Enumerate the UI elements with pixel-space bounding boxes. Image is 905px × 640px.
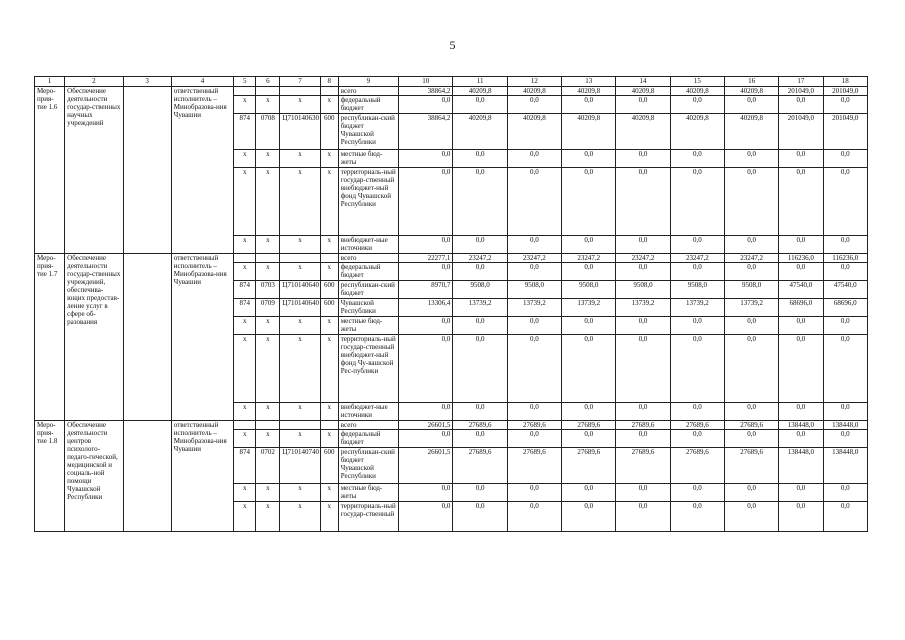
value-cell: 13306,4 — [399, 299, 453, 317]
value-cell: 0,0 — [724, 263, 778, 281]
value-cell: 138448,0 — [779, 421, 823, 430]
value-cell: 0,0 — [779, 150, 823, 168]
value-cell: 0,0 — [670, 317, 724, 335]
co-executor-cell — [123, 87, 171, 254]
value-cell: 0,0 — [724, 150, 778, 168]
code-cell — [234, 421, 256, 430]
value-cell: 0,0 — [562, 335, 616, 403]
value-cell: 38864,2 — [399, 87, 453, 96]
value-cell: 9508,0 — [453, 281, 507, 299]
table-row — [35, 421, 868, 430]
value-cell: 0,0 — [562, 430, 616, 448]
value-cell: 0,0 — [399, 502, 453, 532]
code-cell — [320, 87, 338, 96]
value-cell: 40209,8 — [616, 114, 670, 150]
value-cell: 40209,8 — [453, 87, 507, 96]
value-cell: 0,0 — [670, 96, 724, 114]
value-cell: 27689,6 — [562, 448, 616, 484]
value-cell: 0,0 — [724, 236, 778, 254]
value-cell: 0,0 — [670, 263, 724, 281]
value-cell: 0,0 — [453, 263, 507, 281]
value-cell: 40209,8 — [670, 114, 724, 150]
code-cell: x — [280, 150, 320, 168]
value-cell: 0,0 — [823, 484, 867, 502]
value-cell: 0,0 — [670, 403, 724, 421]
code-cell: 874 — [234, 299, 256, 317]
value-cell: 0,0 — [507, 96, 561, 114]
value-cell: 138448,0 — [823, 421, 867, 430]
value-cell: 0,0 — [779, 403, 823, 421]
value-cell: 0,0 — [823, 150, 867, 168]
code-cell — [280, 421, 320, 430]
code-cell: x — [234, 168, 256, 236]
value-cell: 0,0 — [823, 263, 867, 281]
code-cell: x — [320, 335, 338, 403]
value-cell: 0,0 — [670, 150, 724, 168]
value-cell: 0,0 — [507, 263, 561, 281]
value-cell: 0,0 — [453, 502, 507, 532]
value-cell: 23247,2 — [616, 254, 670, 263]
code-cell: x — [256, 430, 280, 448]
code-cell: x — [280, 96, 320, 114]
code-cell: x — [234, 430, 256, 448]
value-cell: 23247,2 — [670, 254, 724, 263]
value-cell: 0,0 — [823, 335, 867, 403]
value-cell: 27689,6 — [670, 448, 724, 484]
code-cell: x — [280, 263, 320, 281]
value-cell: 47540,0 — [779, 281, 823, 299]
value-cell: 0,0 — [453, 430, 507, 448]
value-cell: 201049,0 — [779, 87, 823, 96]
value-cell: 0,0 — [670, 335, 724, 403]
value-cell: 9508,0 — [724, 281, 778, 299]
funding-source: внебюджет-ные источники — [338, 403, 398, 421]
header-cell: 17 — [779, 77, 823, 87]
value-cell: 0,0 — [453, 150, 507, 168]
value-cell: 0,0 — [562, 236, 616, 254]
value-cell: 0,0 — [562, 403, 616, 421]
code-cell: x — [234, 335, 256, 403]
value-cell: 0,0 — [823, 96, 867, 114]
value-cell: 0,0 — [823, 168, 867, 236]
value-cell: 13739,2 — [562, 299, 616, 317]
code-cell — [280, 254, 320, 263]
header-cell: 7 — [280, 77, 320, 87]
value-cell: 0,0 — [399, 168, 453, 236]
value-cell: 27689,6 — [616, 421, 670, 430]
code-cell: 874 — [234, 448, 256, 484]
header-cell: 6 — [256, 77, 280, 87]
value-cell: 0,0 — [823, 317, 867, 335]
value-cell: 22277,1 — [399, 254, 453, 263]
header-cell: 9 — [338, 77, 398, 87]
code-cell: 874 — [234, 281, 256, 299]
measure-label: Меро-прия-тие 1.6 — [35, 87, 65, 254]
value-cell: 40209,8 — [507, 114, 561, 150]
value-cell: 9508,0 — [507, 281, 561, 299]
value-cell: 0,0 — [616, 317, 670, 335]
funding-source: республикан-ский бюджет Чувашской Республики — [338, 448, 398, 484]
value-cell: 9508,0 — [562, 281, 616, 299]
code-cell — [234, 87, 256, 96]
code-cell: x — [280, 335, 320, 403]
value-cell: 201049,0 — [823, 87, 867, 96]
value-cell: 0,0 — [616, 403, 670, 421]
code-cell — [256, 254, 280, 263]
value-cell: 0,0 — [823, 236, 867, 254]
code-cell: x — [280, 236, 320, 254]
value-cell: 0,0 — [616, 168, 670, 236]
value-cell: 9508,0 — [670, 281, 724, 299]
code-cell: x — [320, 317, 338, 335]
table-row — [35, 254, 868, 263]
measure-title: Обеспечение деятельности центров психолого-педаго-гической, медицинской и социаль-ной помощи Чувашской Республики — [65, 421, 123, 532]
value-cell: 0,0 — [724, 335, 778, 403]
code-cell — [256, 421, 280, 430]
value-cell: 0,0 — [823, 502, 867, 532]
value-cell: 47540,0 — [823, 281, 867, 299]
value-cell: 40209,8 — [616, 87, 670, 96]
code-cell: x — [320, 502, 338, 532]
value-cell: 0,0 — [507, 403, 561, 421]
value-cell: 0,0 — [616, 96, 670, 114]
funding-source: республикан-ский бюджет Чувашской Республики — [338, 114, 398, 150]
value-cell: 0,0 — [562, 96, 616, 114]
value-cell: 68696,0 — [779, 299, 823, 317]
value-cell: 13739,2 — [616, 299, 670, 317]
value-cell: 27689,6 — [724, 421, 778, 430]
code-cell: x — [256, 502, 280, 532]
value-cell: 0,0 — [399, 335, 453, 403]
code-cell: Ц710140640 — [280, 299, 320, 317]
value-cell: 0,0 — [453, 317, 507, 335]
value-cell: 0,0 — [779, 168, 823, 236]
funding-source: местные бюд-жеты — [338, 317, 398, 335]
value-cell: 23247,2 — [724, 254, 778, 263]
funding-source: территориаль-ный государ-ственный внебюджет-ный фонд Чувашской Республики — [338, 168, 398, 236]
value-cell: 0,0 — [507, 317, 561, 335]
code-cell: x — [256, 335, 280, 403]
value-cell: 27689,6 — [724, 448, 778, 484]
value-cell: 0,0 — [453, 236, 507, 254]
value-cell: 13739,2 — [507, 299, 561, 317]
value-cell: 0,0 — [562, 263, 616, 281]
value-cell: 0,0 — [399, 430, 453, 448]
value-cell: 0,0 — [507, 484, 561, 502]
value-cell: 0,0 — [670, 484, 724, 502]
value-cell: 27689,6 — [453, 448, 507, 484]
header-cell: 11 — [453, 77, 507, 87]
value-cell: 27689,6 — [453, 421, 507, 430]
value-cell: 23247,2 — [453, 254, 507, 263]
header-cell: 3 — [123, 77, 171, 87]
value-cell: 8970,7 — [399, 281, 453, 299]
value-cell: 0,0 — [823, 403, 867, 421]
funding-source: местные бюд-жеты — [338, 484, 398, 502]
value-cell: 0,0 — [779, 317, 823, 335]
code-cell: 0703 — [256, 281, 280, 299]
value-cell: 0,0 — [724, 484, 778, 502]
header-row — [35, 77, 868, 87]
value-cell: 38864,2 — [399, 114, 453, 150]
code-cell — [234, 254, 256, 263]
value-cell: 13739,2 — [724, 299, 778, 317]
value-cell: 0,0 — [670, 502, 724, 532]
value-cell: 0,0 — [724, 96, 778, 114]
value-cell: 0,0 — [453, 96, 507, 114]
value-cell: 0,0 — [779, 96, 823, 114]
value-cell: 0,0 — [670, 168, 724, 236]
header-cell: 12 — [507, 77, 561, 87]
value-cell: 26601,5 — [399, 448, 453, 484]
header-cell: 8 — [320, 77, 338, 87]
code-cell: Ц710140640 — [280, 281, 320, 299]
value-cell: 0,0 — [453, 168, 507, 236]
value-cell: 0,0 — [724, 430, 778, 448]
value-cell: 201049,0 — [779, 114, 823, 150]
code-cell: x — [280, 403, 320, 421]
header-cell: 4 — [171, 77, 233, 87]
code-cell: x — [320, 236, 338, 254]
value-cell: 0,0 — [670, 430, 724, 448]
value-cell: 0,0 — [507, 502, 561, 532]
code-cell: x — [234, 502, 256, 532]
code-cell: x — [256, 168, 280, 236]
value-cell: 68696,0 — [823, 299, 867, 317]
value-cell: 0,0 — [724, 317, 778, 335]
code-cell: x — [280, 430, 320, 448]
value-cell: 40209,8 — [670, 87, 724, 96]
header-cell: 10 — [399, 77, 453, 87]
value-cell: 0,0 — [616, 502, 670, 532]
code-cell: 600 — [320, 299, 338, 317]
code-cell: x — [256, 484, 280, 502]
value-cell: 0,0 — [507, 335, 561, 403]
funding-source: федеральный бюджет — [338, 263, 398, 281]
table-row — [35, 87, 868, 96]
value-cell: 27689,6 — [507, 448, 561, 484]
value-cell: 0,0 — [779, 263, 823, 281]
value-cell: 0,0 — [507, 430, 561, 448]
value-cell: 0,0 — [616, 430, 670, 448]
value-cell: 201049,0 — [823, 114, 867, 150]
value-cell: 0,0 — [399, 96, 453, 114]
code-cell: x — [320, 96, 338, 114]
value-cell: 0,0 — [399, 150, 453, 168]
value-cell: 40209,8 — [562, 87, 616, 96]
code-cell: x — [234, 403, 256, 421]
value-cell: 0,0 — [562, 484, 616, 502]
value-cell: 0,0 — [616, 484, 670, 502]
code-cell: 0708 — [256, 114, 280, 150]
value-cell: 0,0 — [399, 263, 453, 281]
value-cell: 0,0 — [453, 484, 507, 502]
header-cell: 2 — [65, 77, 123, 87]
value-cell: 138448,0 — [779, 448, 823, 484]
value-cell: 116236,0 — [779, 254, 823, 263]
value-cell: 0,0 — [399, 403, 453, 421]
executor-cell: ответственный исполнитель – Минобразова-ния Чувашии — [171, 421, 233, 532]
code-cell: x — [320, 263, 338, 281]
funding-source: федеральный бюджет — [338, 430, 398, 448]
value-cell: 40209,8 — [507, 87, 561, 96]
value-cell: 40209,8 — [453, 114, 507, 150]
code-cell: x — [256, 263, 280, 281]
code-cell: x — [320, 168, 338, 236]
value-cell: 0,0 — [670, 236, 724, 254]
value-cell: 0,0 — [507, 236, 561, 254]
value-cell: 138448,0 — [823, 448, 867, 484]
header-cell: 18 — [823, 77, 867, 87]
value-cell: 9508,0 — [616, 281, 670, 299]
code-cell — [256, 87, 280, 96]
code-cell: 600 — [320, 114, 338, 150]
value-cell: 27689,6 — [562, 421, 616, 430]
value-cell: 23247,2 — [562, 254, 616, 263]
value-cell: 0,0 — [779, 484, 823, 502]
code-cell: x — [280, 484, 320, 502]
code-cell: x — [320, 150, 338, 168]
code-cell: x — [256, 236, 280, 254]
value-cell: 0,0 — [562, 150, 616, 168]
value-cell: 27689,6 — [670, 421, 724, 430]
funding-source: местные бюд-жеты — [338, 150, 398, 168]
value-cell: 0,0 — [562, 168, 616, 236]
code-cell: x — [234, 96, 256, 114]
budget-table — [34, 76, 868, 532]
value-cell: 0,0 — [616, 236, 670, 254]
code-cell: 874 — [234, 114, 256, 150]
code-cell: x — [256, 150, 280, 168]
value-cell: 13739,2 — [453, 299, 507, 317]
value-cell: 26601,5 — [399, 421, 453, 430]
code-cell: x — [280, 502, 320, 532]
value-cell: 0,0 — [724, 502, 778, 532]
code-cell: x — [234, 317, 256, 335]
co-executor-cell — [123, 421, 171, 532]
funding-source: республикан-ский бюджет — [338, 281, 398, 299]
measure-title: Обеспечение деятельности государ-ственных учреждений, обеспечива-ющих предостав-ление услуг в сфере об-разования — [65, 254, 123, 421]
funding-source: всего — [338, 421, 398, 430]
code-cell: x — [280, 168, 320, 236]
header-cell: 5 — [234, 77, 256, 87]
value-cell: 40209,8 — [724, 87, 778, 96]
funding-source: федеральный бюджет — [338, 96, 398, 114]
code-cell: x — [234, 236, 256, 254]
funding-source: всего — [338, 254, 398, 263]
funding-source: Чувашской Республики — [338, 299, 398, 317]
value-cell: 0,0 — [453, 335, 507, 403]
value-cell: 0,0 — [399, 484, 453, 502]
code-cell: 600 — [320, 281, 338, 299]
code-cell: x — [234, 150, 256, 168]
funding-source: территориаль-ный государ-ственный — [338, 502, 398, 532]
value-cell: 0,0 — [779, 236, 823, 254]
funding-source: территориаль-ный государ-ственный внебюджет-ный фонд Чу-вашской Рес-публики — [338, 335, 398, 403]
code-cell: 600 — [320, 448, 338, 484]
header-cell: 15 — [670, 77, 724, 87]
code-cell: x — [320, 430, 338, 448]
value-cell: 0,0 — [779, 335, 823, 403]
header-cell: 13 — [562, 77, 616, 87]
value-cell: 0,0 — [507, 168, 561, 236]
value-cell: 40209,8 — [724, 114, 778, 150]
code-cell — [320, 254, 338, 263]
code-cell: x — [256, 403, 280, 421]
measure-label: Меро-прия-тие 1.8 — [35, 421, 65, 532]
code-cell: x — [256, 96, 280, 114]
value-cell: 0,0 — [562, 317, 616, 335]
value-cell: 23247,2 — [507, 254, 561, 263]
value-cell: 0,0 — [507, 150, 561, 168]
value-cell: 0,0 — [399, 236, 453, 254]
co-executor-cell — [123, 254, 171, 421]
value-cell: 116236,0 — [823, 254, 867, 263]
value-cell: 0,0 — [562, 502, 616, 532]
code-cell: x — [256, 317, 280, 335]
value-cell: 40209,8 — [562, 114, 616, 150]
code-cell: x — [280, 317, 320, 335]
executor-cell: ответственный исполнитель – Минобразова-ния Чувашии — [171, 254, 233, 421]
value-cell: 0,0 — [724, 168, 778, 236]
header-cell: 1 — [35, 77, 65, 87]
code-cell — [320, 421, 338, 430]
value-cell: 0,0 — [616, 263, 670, 281]
code-cell: x — [234, 484, 256, 502]
code-cell: Ц710140740 — [280, 448, 320, 484]
code-cell: 0709 — [256, 299, 280, 317]
funding-source: внебюджет-ные источники — [338, 236, 398, 254]
value-cell: 0,0 — [399, 317, 453, 335]
value-cell: 0,0 — [724, 403, 778, 421]
value-cell: 0,0 — [779, 430, 823, 448]
measure-label: Меро-прия-тие 1.7 — [35, 254, 65, 421]
measure-title: Обеспечение деятельности государ-ственных научных учреждений — [65, 87, 123, 254]
code-cell: x — [320, 403, 338, 421]
value-cell: 0,0 — [823, 430, 867, 448]
executor-cell: ответственный исполнитель – Минобразова-ния Чувашии — [171, 87, 233, 254]
page-number: 5 — [449, 38, 456, 52]
header-cell: 14 — [616, 77, 670, 87]
funding-source: всего — [338, 87, 398, 96]
code-cell: 0702 — [256, 448, 280, 484]
value-cell: 27689,6 — [507, 421, 561, 430]
value-cell: 27689,6 — [616, 448, 670, 484]
value-cell: 0,0 — [616, 150, 670, 168]
code-cell: x — [320, 484, 338, 502]
value-cell: 0,0 — [453, 403, 507, 421]
code-cell — [280, 87, 320, 96]
code-cell: x — [234, 263, 256, 281]
code-cell: Ц710140630 — [280, 114, 320, 150]
value-cell: 13739,2 — [670, 299, 724, 317]
value-cell: 0,0 — [779, 502, 823, 532]
value-cell: 0,0 — [616, 335, 670, 403]
header-cell: 16 — [724, 77, 778, 87]
